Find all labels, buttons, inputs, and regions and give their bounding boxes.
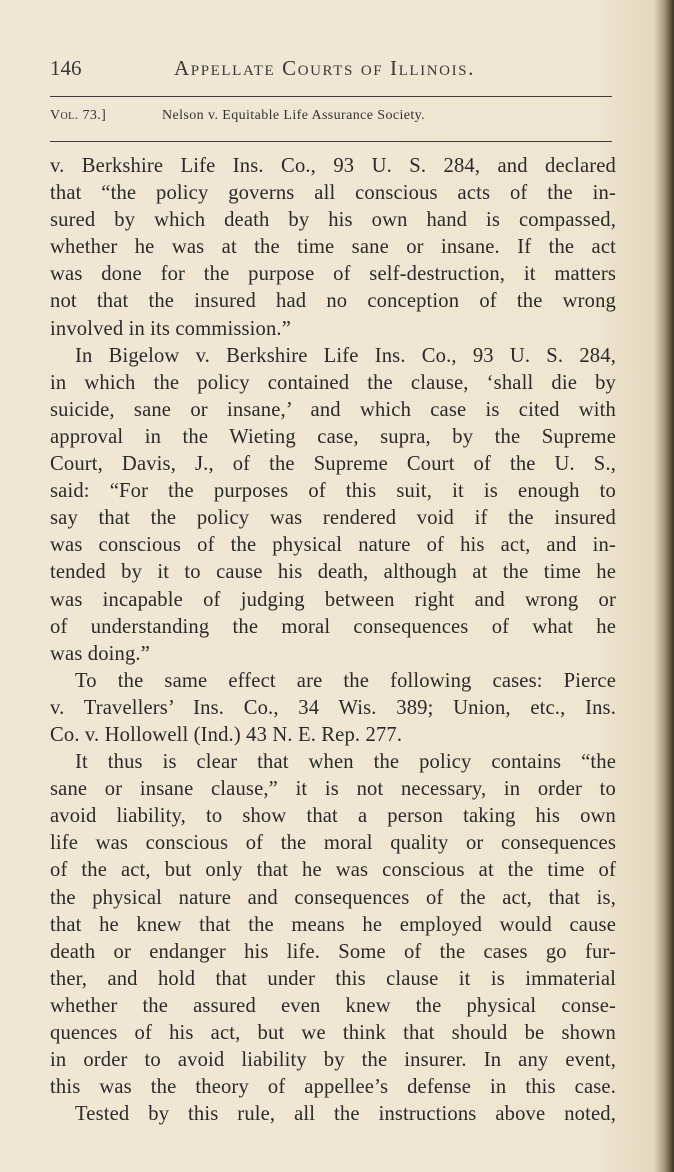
book-title: Appellate Courts of Illinois. bbox=[174, 56, 476, 80]
text-line: the physical nature and consequences of the act, that is, bbox=[50, 886, 616, 909]
text-line: was doing.” bbox=[50, 642, 151, 665]
text-line: in which the policy contained the clause, ‘shall die by bbox=[50, 371, 616, 394]
text-line: that “the policy governs all conscious acts of the in- bbox=[50, 182, 616, 205]
text-line: was done for the purpose of self-destruction, it matters bbox=[50, 263, 616, 286]
running-head bbox=[50, 56, 610, 84]
text-line: Tested by this rule, all the instructions above noted, bbox=[75, 1103, 616, 1126]
text-line: Court, Davis, J., of the Supreme Court of the U. S., bbox=[50, 453, 616, 476]
text-line: in order to avoid liability by the insurer. In any event, bbox=[50, 1049, 616, 1072]
text-line: death or endanger his life. Some of the cases go fur- bbox=[50, 940, 616, 963]
case-name: Nelson v. Equitable Life Assurance Society. bbox=[162, 108, 426, 123]
text-line: In Bigelow v. Berkshire Life Ins. Co., 93 U. S. 284, bbox=[75, 344, 616, 367]
text-line: suicide, sane or insane,’ and which case is cited with bbox=[50, 398, 616, 421]
text-line: avoid liability, to show that a person taking his own bbox=[50, 805, 616, 828]
text-line: say that the policy was rendered void if the insured bbox=[50, 507, 616, 530]
header-rule-top bbox=[50, 96, 612, 97]
text-line: not that the insured had no conception of the wrong bbox=[50, 290, 616, 313]
volume-label: Vol. 73.] bbox=[50, 108, 107, 123]
text-line: sane or insane clause,” it is not necessary, in order to bbox=[50, 778, 616, 801]
text-line: Co. v. Hollowell (Ind.) 43 N. E. Rep. 277. bbox=[50, 723, 403, 746]
text-line: To the same effect are the following cases: Pierce bbox=[75, 669, 616, 692]
page-number: 146 bbox=[50, 56, 82, 80]
text-line: involved in its commission.” bbox=[50, 317, 292, 340]
body-text bbox=[50, 153, 616, 1128]
text-line: quences of his act, but we think that should be shown bbox=[50, 1022, 616, 1044]
text-line: was incapable of judging between right and wrong or bbox=[50, 588, 616, 611]
header-rule-bottom bbox=[50, 141, 612, 142]
text-line: sured by which death by his own hand is compassed, bbox=[50, 209, 616, 232]
text-line: this was the theory of appellee’s defense in this case. bbox=[50, 1076, 616, 1099]
text-line: of the act, but only that he was conscious at the time of bbox=[50, 859, 616, 882]
text-line: said: “For the purposes of this suit, it is enough to bbox=[50, 480, 616, 503]
text-line: approval in the Wieting case, supra, by the Supreme bbox=[50, 425, 616, 448]
text-line: that he knew that the means he employed would cause bbox=[50, 913, 616, 936]
text-line: v. Travellers’ Ins. Co., 34 Wis. 389; Union, etc., Ins. bbox=[50, 696, 616, 719]
text-line: whether he was at the time sane or insane. If the act bbox=[50, 236, 616, 259]
text-line: ther, and hold that under this clause it is immaterial bbox=[50, 967, 616, 990]
text-line: tended by it to cause his death, although at the time he bbox=[50, 561, 616, 584]
text-line: life was conscious of the moral quality or consequences bbox=[50, 832, 616, 855]
text-line: v. Berkshire Life Ins. Co., 93 U. S. 284, and declared bbox=[50, 155, 616, 177]
page-edge-shadow bbox=[664, 0, 674, 1172]
text-line: whether the assured even knew the physical conse- bbox=[50, 994, 616, 1017]
text-line: of understanding the moral consequences of what he bbox=[50, 615, 616, 638]
text-line: It thus is clear that when the policy contains “the bbox=[75, 751, 616, 774]
text-line: was conscious of the physical nature of his act, and in- bbox=[50, 534, 616, 557]
